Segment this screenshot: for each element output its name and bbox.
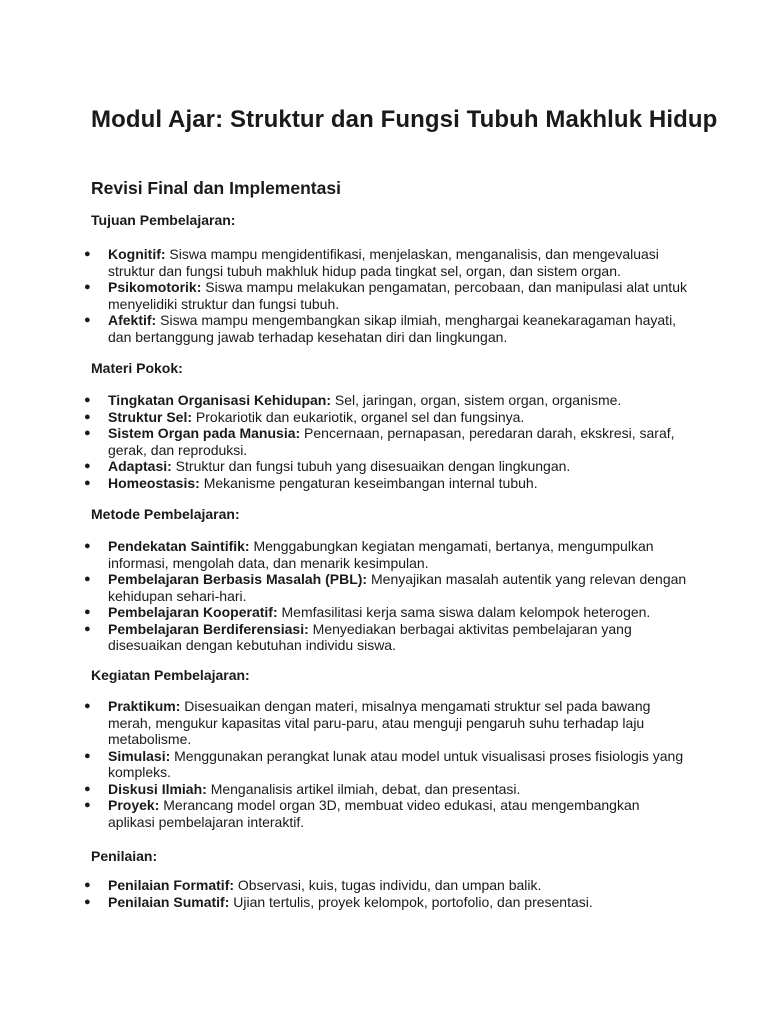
item-term: Adaptasi:: [108, 458, 172, 474]
item-term: Pembelajaran Berbasis Masalah (PBL):: [108, 571, 368, 587]
item-term: Kognitif:: [108, 246, 166, 262]
item-term: Homeostasis:: [108, 474, 200, 491]
item-term: Tingkatan Organisasi Kehidupan:: [108, 392, 332, 408]
bullet-icon: ●: [84, 573, 91, 585]
item-description: Siswa mampu mengidentifikasi, menjelaskan, menganalisis, dan mengevaluasi struktur dan fungsi tubuh makhluk hidup pada tingkat sel, organ, dan sistem organ.: [108, 246, 659, 279]
bullet-icon: ●: [84, 460, 91, 472]
item-description: Observasi, kuis, tugas individu, dan umpan balik.: [234, 877, 542, 893]
item-term: Pendekatan Saintifik:: [108, 538, 250, 554]
bullet-icon: ●: [84, 782, 91, 795]
bullet-list-kegiatan-pembelajaran: [0, 698, 768, 830]
section-heading-penilaian: Penilaian:: [91, 848, 158, 864]
item-description: Siswa mampu mengembangkan sikap ilmiah, menghargai keanekaragaman hayati, dan bertanggung jawab terhadap kesehatan diri dan lingkungan.: [108, 312, 677, 345]
bullet-icon: ●: [84, 799, 91, 811]
item-term: Diskusi Ilmiah:: [108, 780, 207, 797]
list-item: [0, 894, 768, 911]
list-item: [0, 392, 768, 409]
item-description: Struktur dan fungsi tubuh yang disesuaikan dengan lingkungan.: [171, 458, 571, 474]
bullet-icon: ●: [84, 606, 91, 618]
list-item: [0, 409, 768, 426]
item-term: Proyek:: [108, 797, 160, 813]
item-description: Disesuaikan dengan materi, misalnya mengamati struktur sel pada bawang merah, mengukur kapasitas vital paru-paru, atau menguji pengaruh suhu terhadap laju metabolisme.: [108, 698, 651, 747]
section-heading-materi-pokok: Materi Pokok:: [91, 360, 183, 376]
list-item: [0, 312, 768, 345]
item-description: Mekanisme pengaturan keseimbangan internal tubuh.: [199, 474, 538, 491]
list-item: [0, 538, 768, 571]
bullet-icon: ●: [84, 749, 91, 762]
list-item: [0, 748, 768, 781]
item-term: Penilaian Sumatif:: [108, 893, 230, 910]
bullet-list-penilaian: [0, 877, 768, 910]
list-item: [0, 425, 768, 458]
bullet-icon: ●: [84, 394, 91, 406]
section-heading-tujuan-pembelajaran: Tujuan Pembelajaran:: [91, 212, 236, 228]
bullet-icon: ●: [84, 622, 91, 635]
section-heading-kegiatan-pembelajaran: Kegiatan Pembelajaran:: [91, 667, 250, 683]
item-description: Siswa mampu melakukan pengamatan, percobaan, dan manipulasi alat untuk menyelidiki struktur dan fungsi tubuh.: [108, 279, 687, 312]
bullet-list-materi-pokok: [0, 392, 768, 491]
item-description: Pencernaan, pernapasan, peredaran darah, ekskresi, saraf, gerak, dan reproduksi.: [108, 425, 675, 458]
list-item: [0, 475, 768, 492]
document-title: Modul Ajar: Struktur dan Fungsi Tubuh Makhluk Hidup: [91, 106, 718, 133]
item-description: Memfasilitasi kerja sama siswa dalam kelompok heterogen.: [277, 604, 651, 620]
list-item: [0, 279, 768, 312]
bullet-icon: ●: [84, 427, 91, 439]
list-item: [0, 246, 768, 279]
item-term: Praktikum:: [108, 698, 181, 714]
list-item: [0, 877, 768, 894]
bullet-icon: ●: [84, 879, 91, 891]
bullet-icon: ●: [84, 248, 91, 260]
bullet-icon: ●: [84, 476, 91, 489]
bullet-icon: ●: [84, 410, 91, 423]
item-description: Menganalisis artikel ilmiah, debat, dan presentasi.: [206, 780, 521, 797]
list-item: [0, 621, 768, 654]
list-item: [0, 698, 768, 748]
bullet-list-tujuan-pembelajaran: [0, 246, 768, 345]
item-description: Menyajikan masalah autentik yang relevan dengan kehidupan sehari-hari.: [108, 571, 687, 604]
item-term: Struktur Sel:: [108, 408, 193, 425]
item-description: Menggunakan perangkat lunak atau model untuk visualisasi proses fisiologis yang kompleks.: [108, 747, 684, 780]
list-item: [0, 781, 768, 798]
bullet-icon: ●: [84, 700, 91, 712]
item-term: Penilaian Formatif:: [108, 877, 235, 893]
document-subtitle: Revisi Final dan Implementasi: [91, 178, 341, 198]
item-description: Prokariotik dan eukariotik, organel sel dan fungsinya.: [192, 408, 525, 425]
bullet-list-metode-pembelajaran: [0, 538, 768, 654]
list-item: [0, 797, 768, 830]
item-description: Merancang model organ 3D, membuat video edukasi, atau mengembangkan aplikasi pembelajaran interaktif.: [108, 797, 640, 830]
bullet-icon: ●: [84, 314, 91, 326]
section-heading-metode-pembelajaran: Metode Pembelajaran:: [91, 506, 240, 522]
bullet-icon: ●: [84, 895, 91, 908]
item-term: Pembelajaran Berdiferensiasi:: [108, 620, 309, 637]
item-description: Menyediakan berbagai aktivitas pembelajaran yang disesuaikan dengan kebutuhan individu siswa.: [108, 620, 632, 653]
item-term: Afektif:: [108, 312, 157, 328]
bullet-icon: ●: [84, 540, 91, 552]
list-item: [0, 571, 768, 604]
item-term: Sistem Organ pada Manusia:: [108, 425, 301, 441]
item-term: Simulasi:: [108, 747, 171, 764]
bullet-icon: ●: [84, 281, 91, 293]
item-description: Ujian tertulis, proyek kelompok, portofolio, dan presentasi.: [229, 893, 593, 910]
item-term: Pembelajaran Kooperatif:: [108, 604, 278, 620]
item-description: Menggabungkan kegiatan mengamati, bertanya, mengumpulkan informasi, mengolah data, dan menarik kesimpulan.: [108, 538, 654, 571]
item-description: Sel, jaringan, organ, sistem organ, organisme.: [331, 392, 622, 408]
list-item: [0, 458, 768, 475]
item-term: Psikomotorik:: [108, 279, 202, 295]
list-item: [0, 604, 768, 621]
